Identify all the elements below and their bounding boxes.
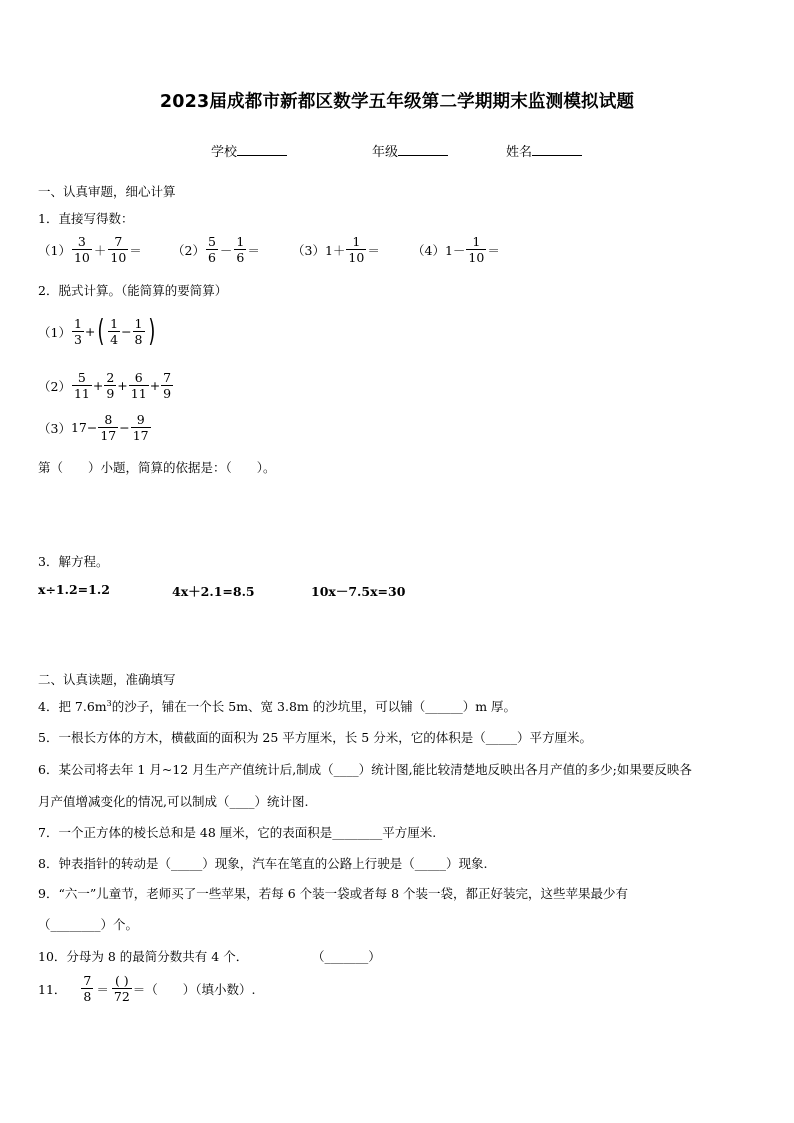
q11-tail: ＝（ ）（填小数）. [132,981,256,997]
expression-lead: 1－ [444,242,466,258]
page-title: 2023届成都市新都区数学五年级第二学期期末监测模拟试题 [159,92,635,112]
question-9-line-2: （________）个。 [38,917,139,932]
expression-lead: 17− [70,420,98,435]
q4-superscript: 3 [106,698,112,708]
q2-expr-1 [38,313,157,349]
q1-item-2 [172,234,260,265]
operator: − [121,324,132,339]
question-6-line-1: 6．某公司将去年 1 月~12 月生产产值统计后,制成（____）统计图,能比较清楚地反映出各月产值的多少;如果要反映各 [38,762,692,777]
fraction: $\frac{1}{6}$ [236,234,245,265]
question-4 [38,697,516,715]
question-8: 8．钟表指针的转动是（_____）现象，汽车在笔直的公路上行驶是（_____）现象. [38,856,488,871]
q1-label: 1．直接写得数： [38,211,134,226]
school-field[interactable] [211,141,287,160]
expression-lead: 1＋ [324,242,346,258]
q2-tag-2: （2） [38,378,71,394]
name-label: 姓名 [506,145,533,160]
question-6-line-2: 月产值增减变化的情况,可以制成（____）统计图. [38,794,309,809]
section2-heading: 二、认真读题，准确填写 [38,672,176,687]
question-10-blank[interactable]: （_______） [312,949,381,964]
fraction: $\frac{1}{8}$ [134,316,143,347]
operator: － [219,242,233,258]
operator: + [149,378,161,393]
grade-label: 年级 [372,145,399,160]
q1-tag-2: （2） [172,242,205,258]
operator: − [119,420,130,435]
equation-3: 10x－7.5x=30 [311,584,406,599]
q1-tag-3: （3） [292,242,325,258]
q2-label: 2．脱式计算。（能简算的要简算） [38,283,228,298]
operator: + [84,324,96,339]
name-blank[interactable] [532,143,582,156]
q2-note: 第（ ）小题，简算的依据是：（ ）。 [38,460,276,475]
equals: ＝ [129,242,142,258]
fraction: $\frac{8}{17}$ [100,412,117,443]
fraction: $\frac{7}{8}$ [83,973,92,1004]
question-7: 7．一个正方体的棱长总和是 48 厘米，它的表面积是________平方厘米. [38,825,437,840]
name-field[interactable] [506,141,582,160]
fraction: $\frac{5}{11}$ [73,370,90,401]
right-paren: ) [147,313,155,349]
equals: ＝ [96,981,109,997]
operator: + [92,378,104,393]
q2-expr-2 [38,370,174,401]
q1-item-3 [292,234,380,265]
grade-field[interactable] [372,141,448,160]
q3-label: 3．解方程。 [38,554,109,569]
q2-tag-3: （3） [38,420,71,436]
fraction: $\frac{7}{9}$ [163,370,172,401]
section1-heading: 一、认真审题，细心计算 [38,184,176,199]
question-11 [38,973,256,1004]
q1-item-4 [412,234,500,265]
question-5: 5．一根长方体的方木，横截面的面积为 25 平方厘米，长 5 分米，它的体积是（_____）平方厘米。 [38,730,592,745]
fraction: $\frac{1}{10}$ [468,234,485,265]
equals: ＝ [367,242,380,258]
left-paren: ( [97,313,105,349]
equation-2: 4x＋2.1=8.5 [172,584,255,599]
q11-label: 11． [38,981,67,997]
equals: ＝ [487,242,500,258]
q1-tag-1: （1） [38,242,71,258]
operator: ＋ [93,242,107,258]
q1-item-1 [38,234,142,265]
fraction: $\frac{1}{3}$ [73,316,82,347]
fraction: $\frac{( )}{72}$ [113,973,130,1004]
q4-text-b: 的沙子，铺在一个长 5m、宽 3.8m 的沙坑里，可以铺（______）m 厚。 [111,699,517,714]
q1-tag-4: （4） [412,242,445,258]
grade-blank[interactable] [398,143,448,156]
equals: ＝ [247,242,260,258]
school-blank[interactable] [237,143,287,156]
q4-text-a: 4．把 7.6m [38,699,107,714]
operator: + [117,378,128,393]
fraction: $\frac{6}{11}$ [130,370,147,401]
school-label: 学校 [211,145,238,160]
fraction: $\frac{5}{6}$ [207,234,216,265]
fraction: $\frac{1}{10}$ [348,234,365,265]
q2-expr-3 [38,412,152,443]
fraction: $\frac{9}{17}$ [132,412,149,443]
question-10: 10．分母为 8 的最简分数共有 4 个． [38,949,249,964]
fraction: $\frac{2}{9}$ [106,370,115,401]
fraction: $\frac{7}{10}$ [110,234,127,265]
fraction: $\frac{3}{10}$ [73,234,90,265]
equation-1: x÷1.2=1.2 [38,582,110,597]
fraction: $\frac{1}{4}$ [110,316,119,347]
q2-tag-1: （1） [38,324,71,340]
question-9-line-1: 9．“六一”儿童节，老师买了一些苹果，若每 6 个装一袋或者每 8 个装一袋，都正好装完，这些苹果最少有 [38,886,629,901]
